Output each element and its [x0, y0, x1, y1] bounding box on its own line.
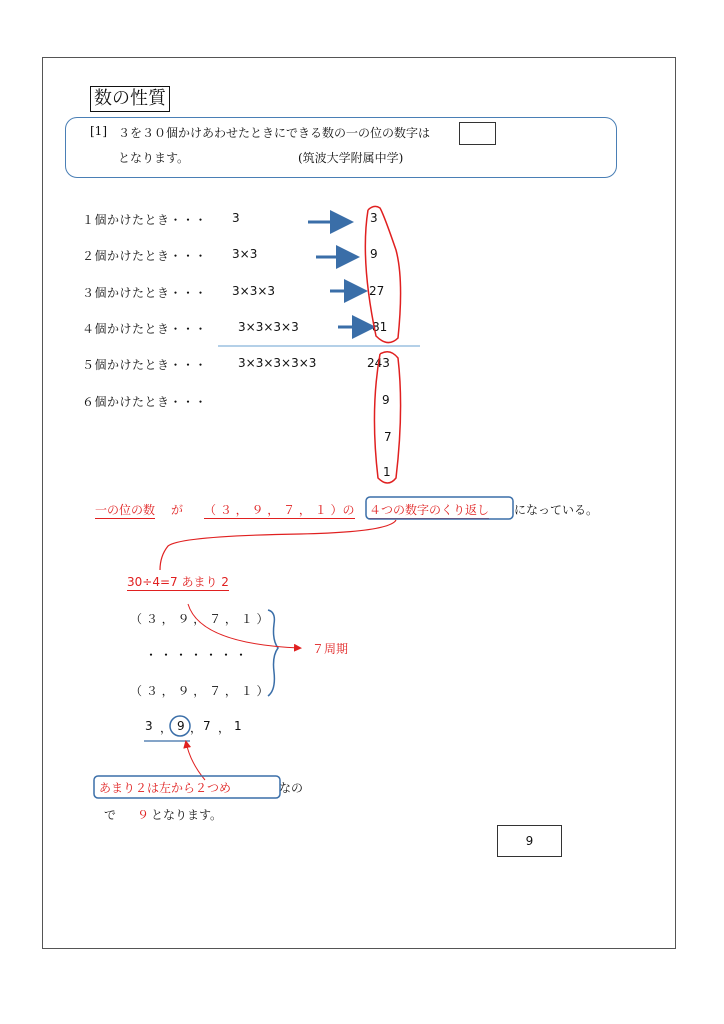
problem-line1: ３を３０個かけあわせたときにできる数の一の位の数字は: [118, 126, 431, 140]
row-expr-4: 3×3×3×3: [238, 320, 299, 334]
row-value-1: 3: [370, 211, 378, 225]
cycle-list-2: （ ３ ， ９ ， ７ ， １ ）: [130, 684, 269, 698]
page-title: 数の性質: [90, 86, 170, 112]
answer-box: [459, 122, 496, 145]
problem-source: (筑波大学附属中学): [298, 151, 404, 165]
row-expr-5: 3×3×3×3×3: [238, 356, 317, 370]
conclusion-prefix: で: [104, 808, 117, 822]
cycle-label: ７周期: [312, 642, 349, 656]
sentence-part3: （ ３ ， ９ ， ７ ， １ ）の: [204, 503, 355, 517]
sentence-part5: になっている。: [514, 503, 599, 517]
seq-comma-2: ，: [190, 721, 203, 735]
final-seq-7: 7: [203, 719, 211, 733]
row-value-6: 9: [382, 393, 390, 407]
row-value-2: 9: [370, 247, 378, 261]
row-value-4: 81: [372, 320, 388, 334]
row-value-5: 243: [367, 356, 390, 370]
sentence-part2: が: [171, 503, 184, 517]
row-expr-3: 3×3×3: [232, 284, 276, 298]
problem-number: [1]: [90, 124, 107, 138]
cycle-dots: ・・・・・・・: [145, 648, 251, 662]
row-label-4: ４個かけたとき・・・: [82, 322, 208, 336]
conclusion-suffix: となります。: [151, 808, 223, 822]
row-value-3: 27: [369, 284, 385, 298]
conclusion-answer: ９: [137, 808, 150, 822]
remainder-note: あまり２は左から２つめ: [99, 781, 232, 795]
seq-comma-3: ，: [218, 721, 231, 735]
row-expr-2: 3×3: [232, 247, 258, 261]
row-expr-1: 3: [232, 211, 240, 225]
final-seq-9: 9: [177, 719, 185, 733]
row-label-3: ３個かけたとき・・・: [82, 286, 208, 300]
final-seq-3: 3: [145, 719, 153, 733]
cycle-list-1: （ ３ ， ９ ， ７ ， １ ）: [130, 612, 269, 626]
final-seq-1: 1: [234, 719, 242, 733]
sentence-part4: ４つの数字のくり返し: [369, 503, 490, 517]
calc-line: 30÷4=7 あまり 2: [127, 575, 229, 589]
page-number-box: [497, 825, 562, 857]
sentence-part1: 一の位の数: [95, 503, 156, 517]
extra-value-1: 1: [383, 465, 391, 479]
row-label-6: ６個かけたとき・・・: [82, 395, 208, 409]
seq-comma-1: ，: [160, 721, 173, 735]
page-number: 9: [525, 834, 534, 848]
problem-line2: となります。: [118, 151, 190, 165]
row-label-5: ５個かけたとき・・・: [82, 358, 208, 372]
row-label-2: ２個かけたとき・・・: [82, 249, 208, 263]
note-tail: なの: [279, 781, 304, 795]
row-label-1: １個かけたとき・・・: [82, 213, 208, 227]
extra-value-7: 7: [384, 430, 392, 444]
